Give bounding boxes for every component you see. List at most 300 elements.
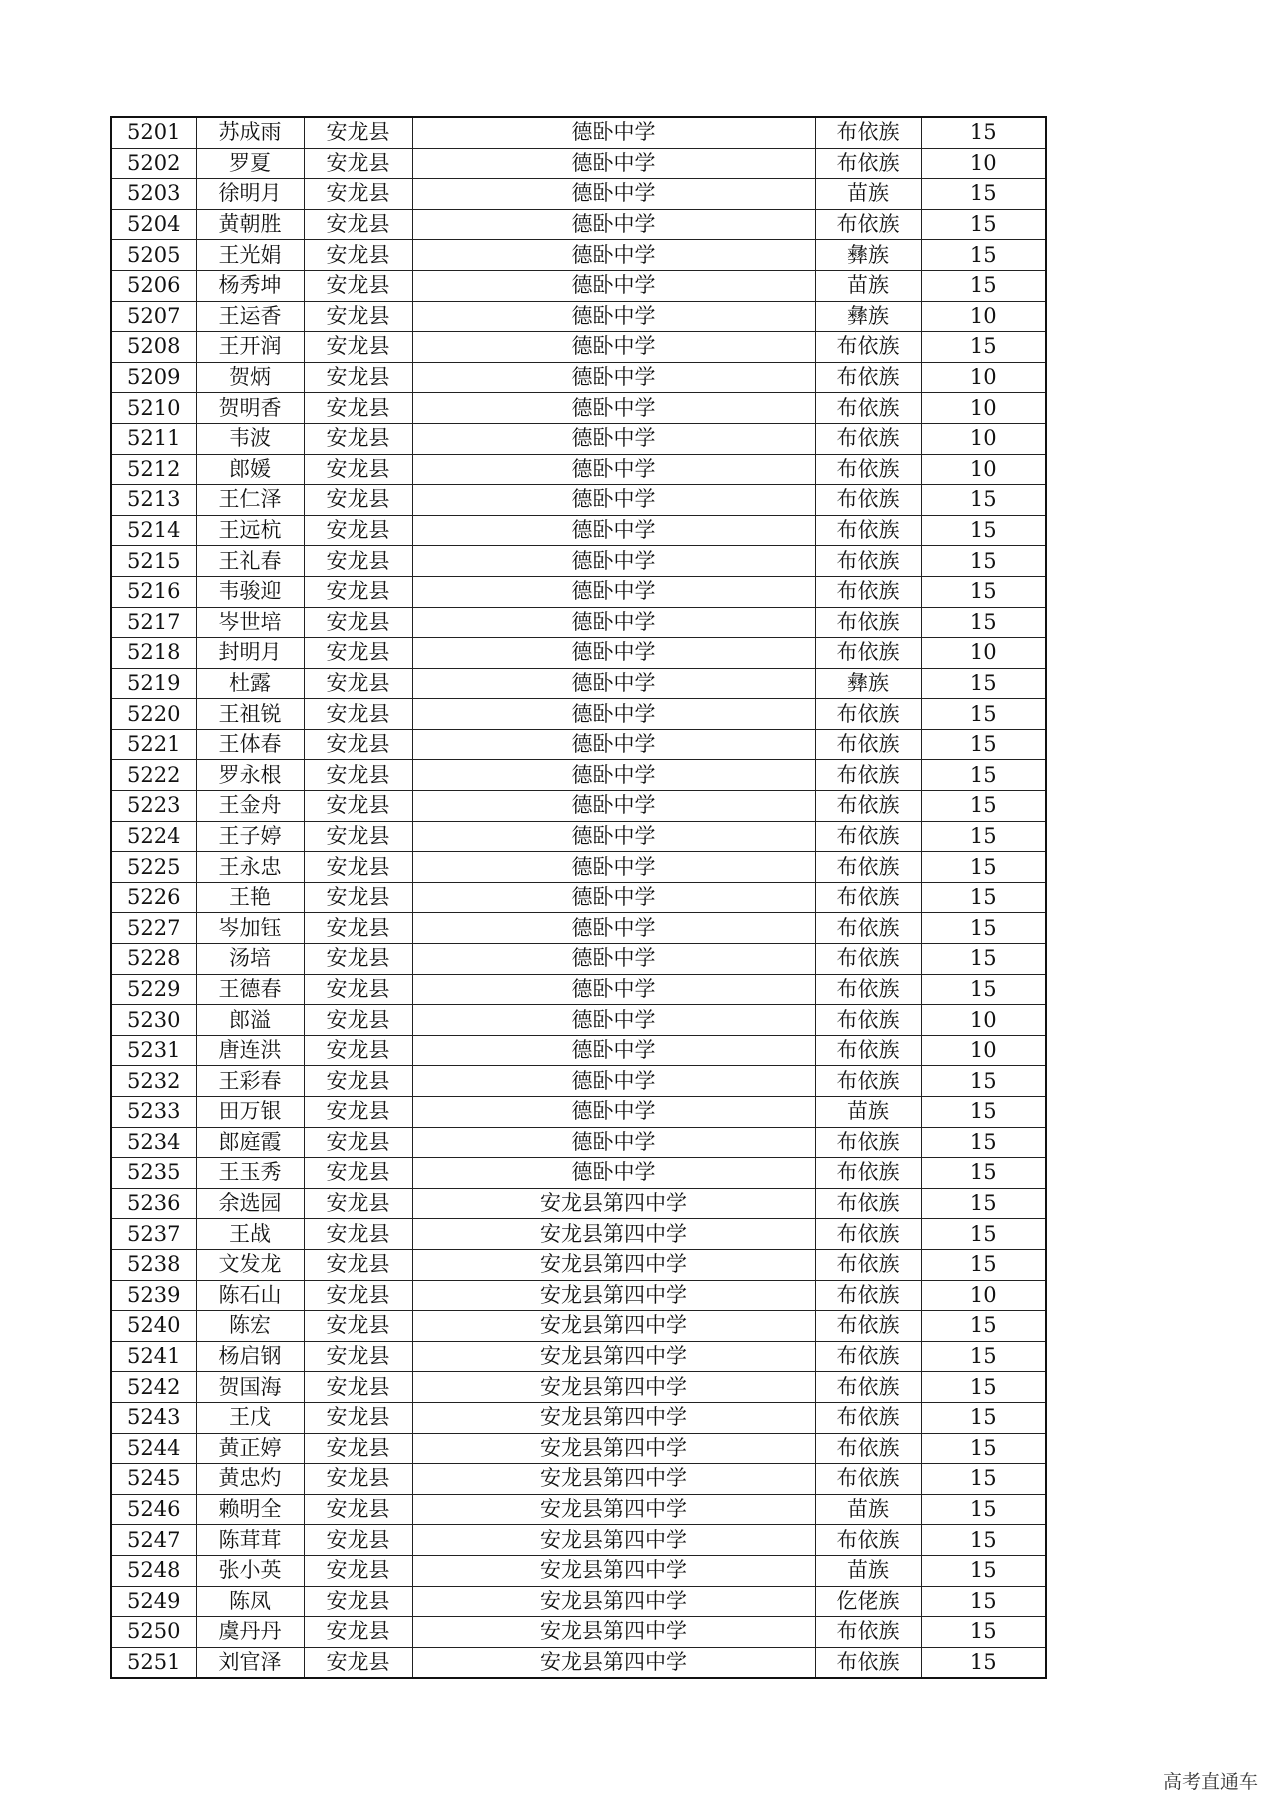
table-row xyxy=(111,1341,1046,1372)
cell-school: 安龙县第四中学 xyxy=(412,1219,815,1250)
cell-name: 苏成雨 xyxy=(196,117,304,148)
cell-score: 15 xyxy=(921,117,1046,148)
table-row xyxy=(111,1097,1046,1128)
cell-no: 5216 xyxy=(111,576,196,607)
cell-name: 王光娟 xyxy=(196,240,304,271)
cell-ethnicity: 彝族 xyxy=(815,668,921,699)
cell-no: 5220 xyxy=(111,699,196,730)
cell-ethnicity: 苗族 xyxy=(815,179,921,210)
cell-school: 安龙县第四中学 xyxy=(412,1402,815,1433)
cell-county: 安龙县 xyxy=(304,240,412,271)
cell-county: 安龙县 xyxy=(304,638,412,669)
cell-county: 安龙县 xyxy=(304,270,412,301)
cell-score: 15 xyxy=(921,1158,1046,1189)
cell-ethnicity: 苗族 xyxy=(815,1555,921,1586)
cell-ethnicity: 苗族 xyxy=(815,270,921,301)
cell-ethnicity: 布依族 xyxy=(815,423,921,454)
cell-no: 5236 xyxy=(111,1188,196,1219)
table-row xyxy=(111,148,1046,179)
cell-ethnicity: 布依族 xyxy=(815,1617,921,1648)
cell-county: 安龙县 xyxy=(304,485,412,516)
cell-name: 王彩春 xyxy=(196,1066,304,1097)
cell-no: 5213 xyxy=(111,485,196,516)
cell-score: 15 xyxy=(921,913,1046,944)
cell-name: 刘官泽 xyxy=(196,1647,304,1678)
cell-county: 安龙县 xyxy=(304,1372,412,1403)
cell-county: 安龙县 xyxy=(304,1586,412,1617)
cell-ethnicity: 布依族 xyxy=(815,209,921,240)
cell-ethnicity: 布依族 xyxy=(815,1127,921,1158)
cell-name: 余选园 xyxy=(196,1188,304,1219)
table-row xyxy=(111,1219,1046,1250)
cell-score: 15 xyxy=(921,1433,1046,1464)
table-row xyxy=(111,974,1046,1005)
cell-no: 5209 xyxy=(111,362,196,393)
cell-no: 5229 xyxy=(111,974,196,1005)
cell-county: 安龙县 xyxy=(304,1249,412,1280)
cell-county: 安龙县 xyxy=(304,1005,412,1036)
cell-school: 德卧中学 xyxy=(412,607,815,638)
cell-name: 王子婷 xyxy=(196,821,304,852)
cell-school: 德卧中学 xyxy=(412,1035,815,1066)
cell-no: 5207 xyxy=(111,301,196,332)
cell-ethnicity: 布依族 xyxy=(815,485,921,516)
table-row xyxy=(111,1311,1046,1342)
cell-name: 罗永根 xyxy=(196,760,304,791)
roster-table xyxy=(110,116,1047,1679)
cell-name: 张小英 xyxy=(196,1555,304,1586)
cell-county: 安龙县 xyxy=(304,1494,412,1525)
cell-score: 15 xyxy=(921,179,1046,210)
cell-school: 安龙县第四中学 xyxy=(412,1586,815,1617)
cell-ethnicity: 布依族 xyxy=(815,1066,921,1097)
cell-ethnicity: 布依族 xyxy=(815,1280,921,1311)
table-row xyxy=(111,852,1046,883)
cell-county: 安龙县 xyxy=(304,1555,412,1586)
cell-name: 贺国海 xyxy=(196,1372,304,1403)
cell-county: 安龙县 xyxy=(304,1219,412,1250)
cell-no: 5218 xyxy=(111,638,196,669)
cell-county: 安龙县 xyxy=(304,148,412,179)
cell-score: 15 xyxy=(921,209,1046,240)
cell-name: 王开润 xyxy=(196,332,304,363)
cell-county: 安龙县 xyxy=(304,515,412,546)
table-row xyxy=(111,1433,1046,1464)
cell-score: 15 xyxy=(921,485,1046,516)
cell-score: 15 xyxy=(921,1647,1046,1678)
cell-ethnicity: 布依族 xyxy=(815,1035,921,1066)
cell-no: 5224 xyxy=(111,821,196,852)
cell-county: 安龙县 xyxy=(304,1464,412,1495)
cell-no: 5235 xyxy=(111,1158,196,1189)
cell-score: 15 xyxy=(921,1586,1046,1617)
cell-no: 5240 xyxy=(111,1311,196,1342)
cell-name: 岑加钰 xyxy=(196,913,304,944)
table-row xyxy=(111,638,1046,669)
cell-school: 德卧中学 xyxy=(412,301,815,332)
cell-score: 15 xyxy=(921,699,1046,730)
cell-school: 德卧中学 xyxy=(412,1158,815,1189)
cell-no: 5208 xyxy=(111,332,196,363)
cell-score: 15 xyxy=(921,882,1046,913)
table-row xyxy=(111,240,1046,271)
cell-school: 安龙县第四中学 xyxy=(412,1494,815,1525)
cell-name: 罗夏 xyxy=(196,148,304,179)
cell-no: 5246 xyxy=(111,1494,196,1525)
cell-no: 5228 xyxy=(111,944,196,975)
cell-score: 15 xyxy=(921,791,1046,822)
table-row xyxy=(111,393,1046,424)
cell-name: 陈石山 xyxy=(196,1280,304,1311)
cell-name: 徐明月 xyxy=(196,179,304,210)
cell-ethnicity: 布依族 xyxy=(815,1341,921,1372)
cell-school: 德卧中学 xyxy=(412,1127,815,1158)
cell-name: 封明月 xyxy=(196,638,304,669)
cell-name: 杨秀坤 xyxy=(196,270,304,301)
cell-school: 德卧中学 xyxy=(412,148,815,179)
cell-score: 15 xyxy=(921,1188,1046,1219)
cell-ethnicity: 布依族 xyxy=(815,882,921,913)
cell-name: 王仁泽 xyxy=(196,485,304,516)
cell-county: 安龙县 xyxy=(304,607,412,638)
cell-ethnicity: 布依族 xyxy=(815,607,921,638)
cell-score: 15 xyxy=(921,944,1046,975)
cell-ethnicity: 布依族 xyxy=(815,1249,921,1280)
cell-name: 虞丹丹 xyxy=(196,1617,304,1648)
cell-ethnicity: 布依族 xyxy=(815,638,921,669)
cell-name: 王德春 xyxy=(196,974,304,1005)
cell-county: 安龙县 xyxy=(304,423,412,454)
cell-no: 5239 xyxy=(111,1280,196,1311)
table-row xyxy=(111,1586,1046,1617)
cell-score: 15 xyxy=(921,974,1046,1005)
cell-school: 德卧中学 xyxy=(412,1097,815,1128)
cell-county: 安龙县 xyxy=(304,699,412,730)
cell-school: 德卧中学 xyxy=(412,393,815,424)
cell-no: 5244 xyxy=(111,1433,196,1464)
table-row xyxy=(111,944,1046,975)
cell-score: 15 xyxy=(921,1372,1046,1403)
cell-no: 5231 xyxy=(111,1035,196,1066)
cell-name: 韦波 xyxy=(196,423,304,454)
cell-county: 安龙县 xyxy=(304,1097,412,1128)
cell-no: 5233 xyxy=(111,1097,196,1128)
cell-school: 德卧中学 xyxy=(412,638,815,669)
cell-score: 15 xyxy=(921,1341,1046,1372)
cell-county: 安龙县 xyxy=(304,760,412,791)
cell-ethnicity: 布依族 xyxy=(815,1158,921,1189)
cell-name: 王远杭 xyxy=(196,515,304,546)
table-row xyxy=(111,607,1046,638)
cell-name: 王战 xyxy=(196,1219,304,1250)
table-row xyxy=(111,1494,1046,1525)
cell-no: 5225 xyxy=(111,852,196,883)
cell-no: 5203 xyxy=(111,179,196,210)
cell-name: 王运香 xyxy=(196,301,304,332)
cell-ethnicity: 布依族 xyxy=(815,1372,921,1403)
cell-school: 德卧中学 xyxy=(412,546,815,577)
cell-name: 郎庭霞 xyxy=(196,1127,304,1158)
cell-county: 安龙县 xyxy=(304,546,412,577)
cell-score: 15 xyxy=(921,515,1046,546)
cell-ethnicity: 布依族 xyxy=(815,729,921,760)
cell-ethnicity: 布依族 xyxy=(815,699,921,730)
cell-ethnicity: 布依族 xyxy=(815,576,921,607)
cell-name: 田万银 xyxy=(196,1097,304,1128)
cell-score: 15 xyxy=(921,1464,1046,1495)
cell-no: 5223 xyxy=(111,791,196,822)
table-row xyxy=(111,791,1046,822)
cell-ethnicity: 彝族 xyxy=(815,240,921,271)
cell-name: 黄朝胜 xyxy=(196,209,304,240)
cell-score: 15 xyxy=(921,1402,1046,1433)
cell-county: 安龙县 xyxy=(304,1341,412,1372)
cell-county: 安龙县 xyxy=(304,944,412,975)
cell-school: 德卧中学 xyxy=(412,729,815,760)
cell-school: 德卧中学 xyxy=(412,179,815,210)
table-row xyxy=(111,454,1046,485)
cell-county: 安龙县 xyxy=(304,913,412,944)
cell-score: 15 xyxy=(921,240,1046,271)
cell-no: 5227 xyxy=(111,913,196,944)
cell-no: 5214 xyxy=(111,515,196,546)
cell-county: 安龙县 xyxy=(304,1066,412,1097)
cell-county: 安龙县 xyxy=(304,821,412,852)
cell-no: 5237 xyxy=(111,1219,196,1250)
cell-score: 10 xyxy=(921,1280,1046,1311)
cell-ethnicity: 布依族 xyxy=(815,362,921,393)
cell-county: 安龙县 xyxy=(304,332,412,363)
table-row xyxy=(111,1066,1046,1097)
cell-name: 陈茸茸 xyxy=(196,1525,304,1556)
cell-name: 杜露 xyxy=(196,668,304,699)
cell-no: 5249 xyxy=(111,1586,196,1617)
table-row xyxy=(111,729,1046,760)
cell-score: 15 xyxy=(921,1525,1046,1556)
cell-ethnicity: 布依族 xyxy=(815,944,921,975)
cell-school: 德卧中学 xyxy=(412,240,815,271)
cell-school: 德卧中学 xyxy=(412,454,815,485)
cell-school: 安龙县第四中学 xyxy=(412,1341,815,1372)
table-row xyxy=(111,179,1046,210)
cell-no: 5248 xyxy=(111,1555,196,1586)
cell-no: 5202 xyxy=(111,148,196,179)
cell-school: 德卧中学 xyxy=(412,760,815,791)
cell-school: 德卧中学 xyxy=(412,332,815,363)
cell-county: 安龙县 xyxy=(304,1280,412,1311)
cell-ethnicity: 布依族 xyxy=(815,791,921,822)
table-row xyxy=(111,485,1046,516)
cell-ethnicity: 布依族 xyxy=(815,332,921,363)
table-row xyxy=(111,1249,1046,1280)
cell-ethnicity: 布依族 xyxy=(815,454,921,485)
table-row xyxy=(111,515,1046,546)
cell-score: 15 xyxy=(921,760,1046,791)
cell-school: 德卧中学 xyxy=(412,821,815,852)
cell-school: 安龙县第四中学 xyxy=(412,1311,815,1342)
table-row xyxy=(111,1005,1046,1036)
cell-county: 安龙县 xyxy=(304,362,412,393)
cell-name: 王艳 xyxy=(196,882,304,913)
cell-school: 安龙县第四中学 xyxy=(412,1647,815,1678)
cell-county: 安龙县 xyxy=(304,1311,412,1342)
cell-no: 5204 xyxy=(111,209,196,240)
cell-name: 唐连洪 xyxy=(196,1035,304,1066)
cell-ethnicity: 布依族 xyxy=(815,974,921,1005)
table-row xyxy=(111,1280,1046,1311)
table-row xyxy=(111,1647,1046,1678)
cell-ethnicity: 布依族 xyxy=(815,1005,921,1036)
cell-ethnicity: 布依族 xyxy=(815,760,921,791)
cell-name: 王体春 xyxy=(196,729,304,760)
cell-no: 5212 xyxy=(111,454,196,485)
cell-school: 德卧中学 xyxy=(412,882,815,913)
cell-score: 10 xyxy=(921,393,1046,424)
cell-no: 5222 xyxy=(111,760,196,791)
cell-school: 安龙县第四中学 xyxy=(412,1555,815,1586)
cell-ethnicity: 布依族 xyxy=(815,117,921,148)
cell-no: 5232 xyxy=(111,1066,196,1097)
cell-county: 安龙县 xyxy=(304,1158,412,1189)
cell-county: 安龙县 xyxy=(304,117,412,148)
cell-no: 5206 xyxy=(111,270,196,301)
cell-score: 15 xyxy=(921,1617,1046,1648)
cell-score: 15 xyxy=(921,1127,1046,1158)
cell-score: 10 xyxy=(921,423,1046,454)
table-row xyxy=(111,668,1046,699)
cell-county: 安龙县 xyxy=(304,209,412,240)
table-row xyxy=(111,1158,1046,1189)
table-row xyxy=(111,1555,1046,1586)
cell-score: 15 xyxy=(921,607,1046,638)
cell-name: 王永忠 xyxy=(196,852,304,883)
table-row xyxy=(111,362,1046,393)
table-row xyxy=(111,576,1046,607)
cell-score: 15 xyxy=(921,546,1046,577)
cell-name: 韦骏迎 xyxy=(196,576,304,607)
cell-school: 德卧中学 xyxy=(412,1066,815,1097)
cell-name: 黄正婷 xyxy=(196,1433,304,1464)
cell-score: 10 xyxy=(921,638,1046,669)
cell-ethnicity: 布依族 xyxy=(815,393,921,424)
cell-score: 15 xyxy=(921,1555,1046,1586)
cell-school: 德卧中学 xyxy=(412,1005,815,1036)
cell-ethnicity: 布依族 xyxy=(815,1311,921,1342)
cell-ethnicity: 布依族 xyxy=(815,1188,921,1219)
cell-school: 德卧中学 xyxy=(412,791,815,822)
cell-county: 安龙县 xyxy=(304,393,412,424)
cell-score: 10 xyxy=(921,148,1046,179)
cell-school: 德卧中学 xyxy=(412,852,815,883)
table-row xyxy=(111,1525,1046,1556)
cell-no: 5205 xyxy=(111,240,196,271)
cell-ethnicity: 仡佬族 xyxy=(815,1586,921,1617)
cell-school: 德卧中学 xyxy=(412,209,815,240)
cell-ethnicity: 布依族 xyxy=(815,1525,921,1556)
cell-ethnicity: 布依族 xyxy=(815,852,921,883)
cell-county: 安龙县 xyxy=(304,179,412,210)
cell-score: 15 xyxy=(921,270,1046,301)
cell-county: 安龙县 xyxy=(304,576,412,607)
cell-score: 15 xyxy=(921,1249,1046,1280)
cell-name: 文发龙 xyxy=(196,1249,304,1280)
cell-county: 安龙县 xyxy=(304,668,412,699)
cell-score: 15 xyxy=(921,668,1046,699)
table-row xyxy=(111,209,1046,240)
cell-score: 15 xyxy=(921,729,1046,760)
cell-score: 10 xyxy=(921,362,1046,393)
cell-name: 贺炳 xyxy=(196,362,304,393)
table-row xyxy=(111,821,1046,852)
cell-score: 15 xyxy=(921,852,1046,883)
table-row xyxy=(111,1127,1046,1158)
cell-no: 5221 xyxy=(111,729,196,760)
cell-no: 5234 xyxy=(111,1127,196,1158)
cell-school: 安龙县第四中学 xyxy=(412,1433,815,1464)
cell-score: 10 xyxy=(921,301,1046,332)
cell-no: 5242 xyxy=(111,1372,196,1403)
table-row xyxy=(111,1188,1046,1219)
cell-name: 王礼春 xyxy=(196,546,304,577)
cell-ethnicity: 布依族 xyxy=(815,515,921,546)
cell-no: 5226 xyxy=(111,882,196,913)
table-row xyxy=(111,270,1046,301)
cell-school: 德卧中学 xyxy=(412,117,815,148)
cell-county: 安龙县 xyxy=(304,1402,412,1433)
cell-school: 德卧中学 xyxy=(412,485,815,516)
cell-school: 德卧中学 xyxy=(412,423,815,454)
cell-name: 郎溢 xyxy=(196,1005,304,1036)
cell-name: 汤培 xyxy=(196,944,304,975)
roster-body xyxy=(111,117,1046,1678)
cell-no: 5217 xyxy=(111,607,196,638)
cell-ethnicity: 布依族 xyxy=(815,546,921,577)
cell-no: 5243 xyxy=(111,1402,196,1433)
cell-school: 安龙县第四中学 xyxy=(412,1525,815,1556)
cell-ethnicity: 布依族 xyxy=(815,148,921,179)
cell-no: 5230 xyxy=(111,1005,196,1036)
table-row xyxy=(111,882,1046,913)
cell-county: 安龙县 xyxy=(304,301,412,332)
cell-name: 王戊 xyxy=(196,1402,304,1433)
cell-school: 德卧中学 xyxy=(412,974,815,1005)
table-row xyxy=(111,913,1046,944)
cell-county: 安龙县 xyxy=(304,1525,412,1556)
table-row xyxy=(111,423,1046,454)
cell-name: 王祖锐 xyxy=(196,699,304,730)
cell-score: 15 xyxy=(921,1219,1046,1250)
cell-no: 5251 xyxy=(111,1647,196,1678)
cell-county: 安龙县 xyxy=(304,1188,412,1219)
cell-school: 安龙县第四中学 xyxy=(412,1464,815,1495)
cell-no: 5245 xyxy=(111,1464,196,1495)
table-row xyxy=(111,301,1046,332)
cell-county: 安龙县 xyxy=(304,1127,412,1158)
cell-ethnicity: 苗族 xyxy=(815,1494,921,1525)
cell-county: 安龙县 xyxy=(304,454,412,485)
table-row xyxy=(111,546,1046,577)
table-row xyxy=(111,699,1046,730)
cell-no: 5215 xyxy=(111,546,196,577)
cell-name: 赖明全 xyxy=(196,1494,304,1525)
table-row xyxy=(111,117,1046,148)
cell-county: 安龙县 xyxy=(304,882,412,913)
cell-ethnicity: 布依族 xyxy=(815,1219,921,1250)
cell-school: 德卧中学 xyxy=(412,944,815,975)
cell-score: 15 xyxy=(921,1066,1046,1097)
cell-county: 安龙县 xyxy=(304,1617,412,1648)
cell-score: 15 xyxy=(921,821,1046,852)
